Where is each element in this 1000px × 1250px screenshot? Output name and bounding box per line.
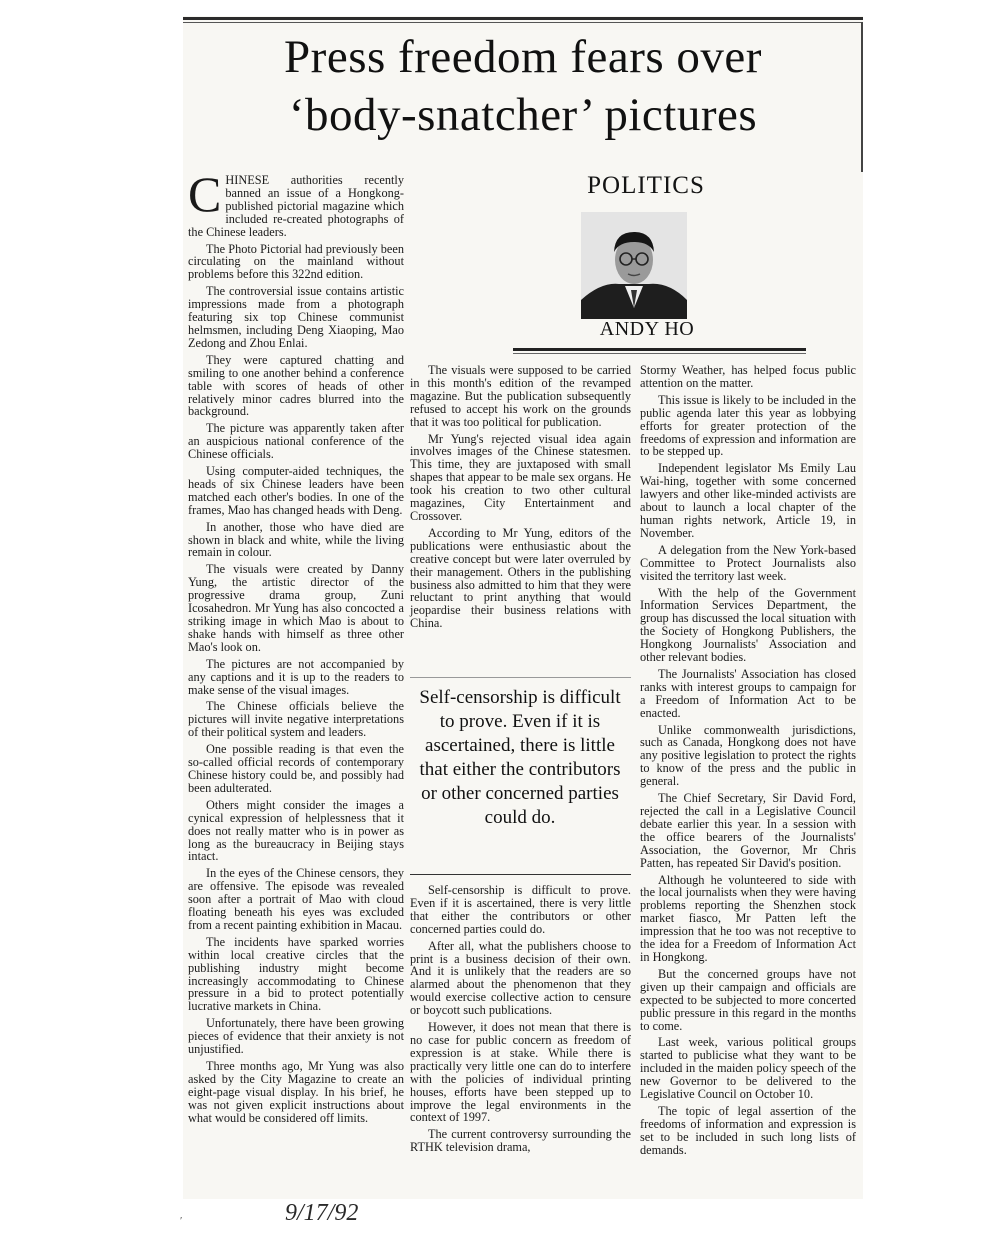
drop-cap: C: [188, 166, 222, 222]
paragraph: Stormy Weather, has helped focus public attention on the matter.: [640, 363, 856, 390]
paragraph: Three months ago, Mr Yung was also asked by the City Magazine to create an eight-page visual display. In his brief, he was not given explicit instructions about what would be considered off limits.: [188, 1059, 404, 1125]
author-portrait-image: [581, 212, 687, 319]
paragraph: Using computer-aided techniques, the heads of six Chinese leaders have been matched each other's bodies. In one of the frames, Mao has changed heads with Deng.: [188, 464, 404, 517]
paragraph: Self-censorship is difficult to prove. Even if it is ascertained, there is very little that either the contributors or other concerned parties could do.: [410, 883, 631, 936]
paragraph: The incidents have sparked worries within local creative circles that the publishing industry might become increasingly accommodating to Chinese pressure in a bid to protect potentially lucrative markets in China.: [188, 934, 404, 1014]
paragraph: The pictures are not accompanied by any captions and it is up to the readers to make sense of the visual images.: [188, 656, 404, 697]
pullquote: Self-censorship is difficult to prove. Even if it is ascertained, there is little that either the contributors or other concerned parties could do.: [419, 687, 621, 828]
paragraph: Independent legislator Ms Emily Lau Wai-hing, together with some concerned lawyers and other like-minded activists are about to launch a local chapter of the human rights network, Article 19, in November.: [640, 461, 856, 540]
paragraph: The visuals were supposed to be carried in this month's edition of the revamped magazine. But the publication subsequently refused to accept his work on the grounds that it was too political for publication.: [410, 363, 631, 429]
paragraph: Unlike commonwealth jurisdictions, such as Canada, Hongkong does not have any positive legislation to protect the rights to know of the press and the public in general.: [640, 722, 856, 789]
headline: [183, 28, 863, 144]
paragraph: Last week, various political groups started to publicise what they want to be included in the maiden policy speech of the new Governor to be delivered to the Legislative Council on October 10.: [640, 1035, 856, 1102]
margin-mark: ′: [180, 1215, 183, 1227]
paragraph: In the eyes of the Chinese censors, they are offensive. The episode was revealed soon after a portrait of Mao with cloud floating beneath his eyes was excluded from a recent painting exhibition in Macau.: [188, 866, 404, 932]
paragraph: However, it does not mean that there is no case for public concern as freedom of expression is at stake. While there is practically very little one can do to interfere with the policies of individual printing houses, efforts have been stepped up to improve the legal environments in the context of 1997.: [410, 1020, 631, 1125]
byline: ANDY HO: [599, 318, 695, 340]
paragraph: The visuals were created by Danny Yung, the artistic director of the progressive drama group, Zuni Icosahedron. Mr Yung has also concocted a striking image in which Mao is about to shake hands with himself as three other Mao's look on.: [188, 562, 404, 654]
paragraph: The picture was apparently taken after an auspicious national conference of the Chinese officials.: [188, 421, 404, 462]
paragraph: After all, what the publishers choose to print is a business decision of their own. And it is unlikely that the readers are so alarmed about the phenomenon that they would exercise collective action to censure or boycott such publications.: [410, 938, 631, 1018]
column-2-bottom: [410, 884, 631, 1158]
column-3: [640, 364, 856, 1161]
paragraph: They were captured chatting and smiling to one another behind a conference table with scores of heads of other relatively minor cadres blurred into the background.: [188, 352, 404, 419]
paragraph: With the help of the Government Information Services Department, the group has discussed the local situation with the Society of Hongkong Publishers, the Hongkong Journalists' Association and other relevant bodies.: [640, 585, 856, 665]
section-label: POLITICS: [587, 172, 705, 199]
pullquote-bottom-rule: [410, 874, 631, 875]
paragraph: HINESE authorities recently banned an issue of a Hongkong-published pictorial magazine which included re-created photographs of the Chinese leaders.: [188, 173, 404, 239]
top-rule-thin: [183, 22, 863, 23]
headline-line-1: Press freedom fears over: [284, 31, 762, 83]
paragraph: This issue is likely to be included in the public agenda later this year as lobbying efforts for greater protection of the freedoms of expression and information are to be stepped up.: [640, 392, 856, 459]
paragraph: The Chief Secretary, Sir David Ford, rejected the call in a Legislative Council debate earlier this year. In a session with the office bearers of the Journalists' Association, the Governor, Mr Chris Patten, has repeated Sir David's position.: [640, 791, 856, 870]
paragraph: The Journalists' Association has closed ranks with interest groups to campaign for a Freedom of Information Act to be enacted.: [640, 666, 856, 720]
paragraph: Unfortunately, there have been growing pieces of evidence that their anxiety is not unjustified.: [188, 1016, 404, 1057]
handwritten-date: 9/17/92: [285, 1200, 359, 1226]
column-1: [188, 166, 404, 1129]
paragraph: The topic of legal assertion of the freedoms of information and expression is set to be included in such long lists of demands.: [640, 1103, 856, 1157]
paragraph: The Chinese officials believe the pictures will invite negative interpretations of their political system and leaders.: [188, 699, 404, 740]
paragraph: But the concerned groups have not given up their campaign and officials are expected to be subjected to more concerted public pressure in this regard in the months to come.: [640, 966, 856, 1033]
top-rule: [183, 17, 863, 20]
paragraph: The Photo Pictorial had previously been circulating on the mainland without problems before this 322nd edition.: [188, 241, 404, 282]
pullquote-top-rule: [410, 677, 631, 678]
column-2-top: [410, 364, 631, 634]
byline-rule: [513, 348, 806, 351]
paragraph: Mr Yung's rejected visual idea again involves images of the Chinese statesmen. This time, they are juxtaposed with small shapes that appear to be male sex organs. He took his creation to two other cultural magazines, City Entertainment and Crossover.: [410, 431, 631, 523]
paragraph: Others might consider the images a cynical expression of helplessness that it does not really matter who is in power as long as the bureaucracy in Beijing stays intact.: [188, 797, 404, 864]
byline-rule-thin: [513, 353, 806, 354]
paragraph: The current controversy surrounding the RTHK television drama,: [410, 1127, 631, 1155]
paragraph: According to Mr Yung, editors of the publications were enthusiastic about the creative concept but were later overruled by their management. Others in the publishing business also admitted to him that they were reluctant to print anything that would jeopardise their business relations with China.: [410, 525, 631, 631]
paragraph: A delegation from the New York-based Committee to Protect Journalists also visited the territory last week.: [640, 542, 856, 583]
paragraph: Although he volunteered to side with the local journalists when they were having problems reporting the Shenzhen stock market fiasco, Mr Patten left the impression that he too was not receptive to the idea for a Freedom of Information Act in Hongkong.: [640, 872, 856, 964]
headline-line-2: ‘body-snatcher’ pictures: [288, 89, 758, 141]
author-photo: [581, 212, 687, 319]
paragraph: In another, those who have died are shown in black and white, while the living remain in colour.: [188, 519, 404, 560]
paragraph: One possible reading is that even the so-called official records of contemporary Chinese history could be, and possibly had been adulterated.: [188, 742, 404, 795]
paragraph: The controversial issue contains artistic impressions made from a photograph featuring six top Chinese communist helmsmen, including Deng Xiaoping, Mao Zedong and Zhou Enlai.: [188, 284, 404, 350]
